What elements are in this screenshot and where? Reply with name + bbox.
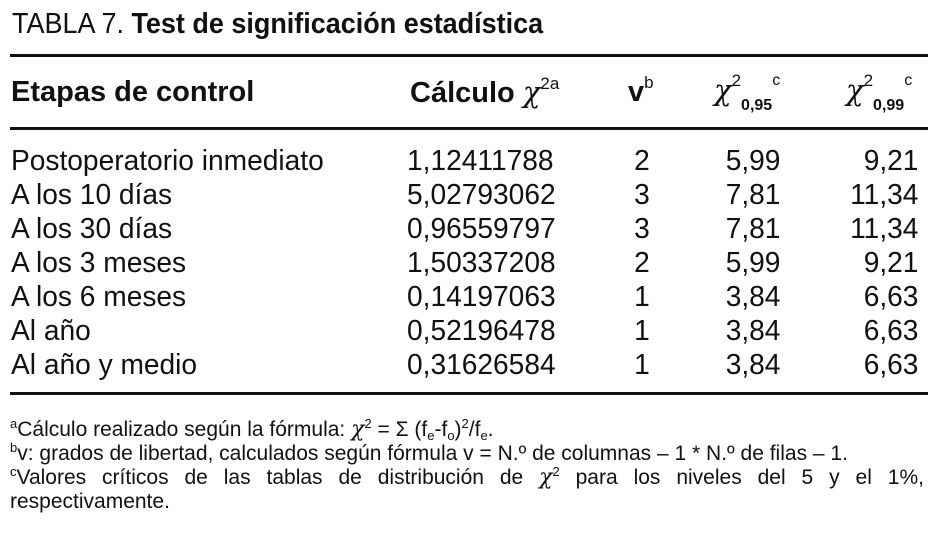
cell-crit95: 5,99	[725, 247, 780, 279]
header-crit95-chi: χ	[714, 73, 732, 107]
header-v	[628, 72, 654, 112]
cell-v: 1	[634, 315, 650, 347]
table-row	[0, 348, 938, 382]
footnote-c-chi: χ	[539, 465, 553, 490]
table-row	[0, 246, 938, 280]
cell-crit99: 6,63	[863, 315, 918, 347]
header-crit99-chi: χ	[846, 73, 864, 107]
header-calc-chi: χ	[522, 75, 541, 109]
table-row	[0, 212, 938, 246]
footnote-a-sup-2: 2	[461, 416, 469, 431]
cell-calc: 0,52196478	[407, 315, 556, 347]
footnote-a-chi: χ	[351, 417, 365, 442]
footnote-c	[10, 466, 924, 514]
table-row	[0, 144, 938, 178]
cell-calc: 0,31626584	[407, 349, 556, 381]
header-calc-label: Cálculo	[410, 77, 515, 109]
table-title-text: Test de significación estadística	[131, 8, 544, 40]
cell-v: 3	[634, 179, 650, 211]
cell-crit95: 3,84	[725, 281, 780, 313]
cell-crit95: 3,84	[725, 315, 780, 347]
cell-crit99: 11,34	[849, 213, 918, 245]
table-row	[0, 280, 938, 314]
footnote-c-text-before: Valores críticos de las tablas de distribución de	[16, 466, 540, 489]
cell-calc: 1,12411788	[407, 145, 554, 177]
cell-calc: 1,50337208	[407, 247, 556, 279]
header-crit99-sup2: 2	[863, 71, 874, 90]
cell-crit95: 3,84	[725, 349, 780, 381]
cell-v: 1	[634, 349, 650, 381]
cell-stage: Postoperatorio inmediato	[11, 145, 324, 177]
footnote-c-chi-sup: 2	[552, 464, 560, 479]
footnote-c-text-after: para los niveles del 5 y el 1%, respectivamente.	[10, 466, 924, 513]
cell-stage: Al año y medio	[11, 349, 198, 381]
cell-stage: A los 6 meses	[11, 281, 187, 313]
footnote-a-mark: a	[10, 416, 18, 431]
top-rule	[10, 54, 928, 57]
cell-stage: A los 10 días	[11, 179, 173, 211]
header-stage: Etapas de control	[11, 76, 255, 108]
cell-v: 1	[634, 281, 650, 313]
footnote-a-text: Cálculo realizado según la fórmula:	[17, 418, 352, 441]
cell-stage: Al año	[11, 315, 91, 347]
cell-v: 3	[634, 213, 650, 245]
header-v-sup: b	[644, 73, 654, 92]
header-crit99-sub: 0,99	[873, 97, 905, 114]
footnote-a-sub-e: e	[427, 428, 435, 443]
footnote-b-text: v: grados de libertad, calculados según fórmula v = N.º de columnas – 1 * N.º de filas – 1.	[17, 442, 848, 465]
footnotes	[10, 418, 924, 514]
footnote-a-sub-e2: e	[480, 428, 488, 443]
header-calc-sup: 2a	[540, 74, 560, 93]
header-v-label: v	[628, 76, 645, 108]
footnote-a-dash-f: -f	[434, 418, 448, 441]
footnote-a-end: .	[487, 418, 494, 441]
cell-v: 2	[634, 247, 650, 279]
cell-crit99: 9,21	[863, 247, 918, 279]
cell-calc: 0,96559797	[407, 213, 556, 245]
header-calc	[410, 72, 559, 113]
bottom-rule	[10, 392, 928, 395]
cell-crit95: 7,81	[725, 213, 780, 245]
footnote-a-slash-f: /f	[468, 418, 481, 441]
cell-stage: A los 3 meses	[11, 247, 187, 279]
table-row	[0, 178, 938, 212]
header-crit95	[714, 70, 781, 114]
footnote-a-mid: = Σ (f	[371, 418, 428, 441]
footnote-b-mark: b	[10, 440, 18, 455]
cell-crit99: 11,34	[849, 179, 918, 211]
footnote-a-close: )	[454, 418, 462, 441]
table-row	[0, 314, 938, 348]
footnote-c-mark: c	[10, 464, 17, 479]
header-crit95-sub: 0,95	[741, 97, 773, 114]
footnote-a-chi-sup: 2	[364, 416, 372, 431]
cell-stage: A los 30 días	[11, 213, 173, 245]
table-title	[12, 4, 543, 44]
cell-calc: 0,14197063	[407, 281, 556, 313]
cell-crit99: 6,63	[863, 349, 918, 381]
header-crit99-supc: c	[904, 72, 913, 89]
header-rule	[10, 127, 928, 130]
cell-crit99: 9,21	[863, 145, 918, 177]
cell-crit99: 6,63	[863, 281, 918, 313]
header-crit95-sup2: 2	[731, 71, 742, 90]
header-crit99	[846, 70, 913, 114]
footnote-b	[10, 442, 924, 466]
header-crit95-supc: c	[772, 72, 781, 89]
cell-calc: 5,02793062	[407, 179, 556, 211]
cell-v: 2	[634, 145, 650, 177]
footnote-a	[10, 418, 924, 442]
footnote-a-sub-o: o	[447, 428, 455, 443]
cell-crit95: 5,99	[725, 145, 780, 177]
table-label: TABLA 7.	[12, 8, 124, 40]
cell-crit95: 7,81	[725, 179, 780, 211]
